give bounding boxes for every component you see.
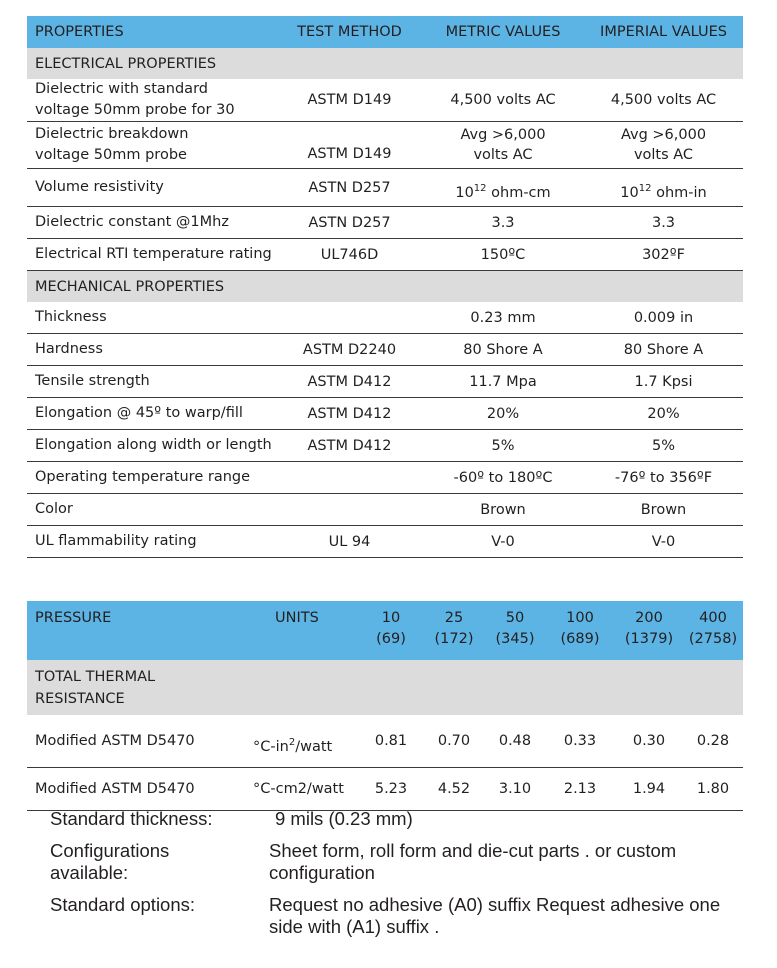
property-label: UL flammability rating <box>27 526 277 558</box>
metric-value: 0.23 mm <box>422 302 584 334</box>
spec-key: Standard options: <box>50 894 196 915</box>
pressure-kpa: (172) <box>434 631 474 647</box>
spec-value: Request no adhesive (A0) suffix Request adhesive one side with (A1) suffix . <box>269 894 721 937</box>
header-properties: PROPERTIES <box>35 24 124 40</box>
resistance-value: 1.94 <box>615 768 683 811</box>
spec-key: Standard thickness: <box>50 808 213 829</box>
section-mechanical <box>27 271 743 303</box>
unit-text: °C-in <box>253 739 289 755</box>
header-test-method: TEST METHOD <box>297 24 402 40</box>
test-method: UL746D <box>277 239 422 271</box>
table-row <box>27 715 743 768</box>
resistance-value: 0.48 <box>485 715 545 768</box>
pressure-psi: 200 <box>635 610 663 626</box>
pressure-kpa: (689) <box>560 631 600 647</box>
resistance-value: 0.30 <box>615 715 683 768</box>
table-row <box>27 169 743 207</box>
units-value <box>249 715 359 768</box>
pressure-kpa: (69) <box>376 631 406 647</box>
property-label: Hardness <box>27 334 277 366</box>
header-pressure-value <box>615 601 683 660</box>
table-row <box>27 302 743 334</box>
unit-exponent: 2 <box>288 737 296 748</box>
table-row <box>27 207 743 239</box>
resistance-value: 0.81 <box>359 715 423 768</box>
pressure-psi: 50 <box>505 610 525 626</box>
imperial-value-line: Avg >6,000 <box>620 127 707 143</box>
test-method: ASTM D412 <box>277 366 422 398</box>
spec-value: Sheet form, roll form and die-cut parts . or custom configuration <box>269 840 677 883</box>
imperial-value: 20% <box>584 398 743 430</box>
thermal-resistance-table <box>27 601 743 811</box>
header-pressure-value <box>683 601 743 660</box>
property-label-line: voltage 50mm probe for 30 <box>35 102 235 118</box>
header-units: UNITS <box>275 610 319 626</box>
section-title-line: TOTAL THERMAL <box>35 668 156 685</box>
imperial-value: 3.3 <box>584 207 743 239</box>
test-method: ASTM D412 <box>277 430 422 462</box>
property-label: Elongation @ 45º to warp/fill <box>27 398 277 430</box>
pressure-kpa: (1379) <box>624 631 674 647</box>
pressure-psi: 10 <box>381 610 401 626</box>
header-pressure-value <box>545 601 615 660</box>
property-label: Electrical RTI temperature rating <box>27 239 277 271</box>
metric-value: 11.7 Mpa <box>422 366 584 398</box>
test-method: ASTM D149 <box>277 79 422 122</box>
table-row <box>27 462 743 494</box>
table-row <box>27 398 743 430</box>
metric-value-line: Avg >6,000 <box>460 127 546 143</box>
pressure-psi: 25 <box>444 610 464 626</box>
header-pressure-value <box>359 601 423 660</box>
header-pressure-value <box>485 601 545 660</box>
table-row <box>27 334 743 366</box>
unit-text: /watt <box>295 739 333 755</box>
properties-table <box>27 16 743 558</box>
unit-text: ohm-cm <box>491 184 551 201</box>
test-method: Modified ASTM D5470 <box>27 768 249 811</box>
test-method: Modified ASTM D5470 <box>27 715 249 768</box>
imperial-value: 4,500 volts AC <box>584 79 743 122</box>
header-imperial-values: IMPERIAL VALUES <box>600 24 727 40</box>
table-row <box>27 494 743 526</box>
metric-value: Brown <box>422 494 584 526</box>
metric-value: -60º to 180ºC <box>422 462 584 494</box>
test-method: ASTM D412 <box>277 398 422 430</box>
header-pressure: PRESSURE <box>35 610 112 626</box>
property-label <box>27 79 277 122</box>
property-label-line: voltage 50mm probe <box>35 147 187 163</box>
property-label: Thickness <box>27 302 277 334</box>
property-label-line: Dielectric with standard <box>35 81 208 97</box>
units-value: °C-cm2/watt <box>249 768 359 811</box>
resistance-value: 2.13 <box>545 768 615 811</box>
imperial-value <box>584 169 743 207</box>
pressure-header-row <box>27 601 743 660</box>
resistance-value: 4.52 <box>423 768 485 811</box>
product-specs <box>50 808 750 948</box>
test-method: ASTN D257 <box>277 169 422 207</box>
imperial-value: 5% <box>584 430 743 462</box>
property-label-line: Dielectric breakdown <box>35 126 189 142</box>
resistance-value: 1.80 <box>683 768 743 811</box>
imperial-value: 80 Shore A <box>584 334 743 366</box>
spec-value: 9 mils (0.23 mm) <box>275 808 413 829</box>
section-electrical <box>27 48 743 79</box>
section-title: MECHANICAL PROPERTIES <box>27 271 743 303</box>
metric-value: 4,500 volts AC <box>422 79 584 122</box>
test-method <box>277 462 422 494</box>
unit-text: ohm-in <box>656 184 707 201</box>
property-label: Color <box>27 494 277 526</box>
spec-row <box>50 894 750 938</box>
table-row <box>27 366 743 398</box>
spec-key-line: available: <box>50 862 129 883</box>
header-pressure-value <box>423 601 485 660</box>
power-exponent: 12 <box>638 182 652 194</box>
property-label: Dielectric constant @1Mhz <box>27 207 277 239</box>
table-row <box>27 79 743 122</box>
test-method: UL 94 <box>277 526 422 558</box>
resistance-value: 0.70 <box>423 715 485 768</box>
metric-value <box>422 122 584 169</box>
metric-value: 20% <box>422 398 584 430</box>
header-metric-values: METRIC VALUES <box>445 24 561 40</box>
section-title: ELECTRICAL PROPERTIES <box>27 48 743 79</box>
power-exponent: 12 <box>473 182 487 194</box>
pressure-psi: 400 <box>699 610 727 626</box>
imperial-value: V-0 <box>584 526 743 558</box>
section-title <box>27 660 743 715</box>
property-label: Operating temperature range <box>27 462 277 494</box>
resistance-value: 5.23 <box>359 768 423 811</box>
resistance-value: 0.33 <box>545 715 615 768</box>
metric-value: 150ºC <box>422 239 584 271</box>
property-label: Volume resistivity <box>27 169 277 207</box>
power-base: 10 <box>620 184 639 201</box>
pressure-kpa: (345) <box>495 631 535 647</box>
table-row <box>27 122 743 169</box>
metric-value: V-0 <box>422 526 584 558</box>
imperial-value: -76º to 356ºF <box>584 462 743 494</box>
spec-key-line: Configurations <box>50 840 170 861</box>
spec-key <box>50 840 269 884</box>
properties-header-row <box>27 16 743 48</box>
imperial-value-line: volts AC <box>633 147 694 163</box>
imperial-value: Brown <box>584 494 743 526</box>
pressure-psi: 100 <box>566 610 594 626</box>
metric-value: 3.3 <box>422 207 584 239</box>
imperial-value: 0.009 in <box>584 302 743 334</box>
metric-value <box>422 169 584 207</box>
property-label: Tensile strength <box>27 366 277 398</box>
property-label: Elongation along width or length <box>27 430 277 462</box>
metric-value: 5% <box>422 430 584 462</box>
pressure-kpa: (2758) <box>688 631 738 647</box>
metric-value-line: volts AC <box>473 147 533 163</box>
table-row <box>27 768 743 811</box>
test-method: ASTN D257 <box>277 207 422 239</box>
resistance-value: 0.28 <box>683 715 743 768</box>
test-method: ASTM D2240 <box>277 334 422 366</box>
table-row <box>27 430 743 462</box>
power-base: 10 <box>455 184 474 201</box>
table-row <box>27 239 743 271</box>
imperial-value: 1.7 Kpsi <box>584 366 743 398</box>
section-title-line: RESISTANCE <box>35 690 125 707</box>
test-method: ASTM D149 <box>277 122 422 169</box>
section-thermal-resistance <box>27 660 743 715</box>
table-row <box>27 526 743 558</box>
imperial-value <box>584 122 743 169</box>
imperial-value: 302ºF <box>584 239 743 271</box>
metric-value: 80 Shore A <box>422 334 584 366</box>
resistance-value: 3.10 <box>485 768 545 811</box>
test-method <box>277 494 422 526</box>
spec-row <box>50 840 750 884</box>
test-method <box>277 302 422 334</box>
spec-row <box>50 808 750 830</box>
property-label <box>27 122 277 169</box>
